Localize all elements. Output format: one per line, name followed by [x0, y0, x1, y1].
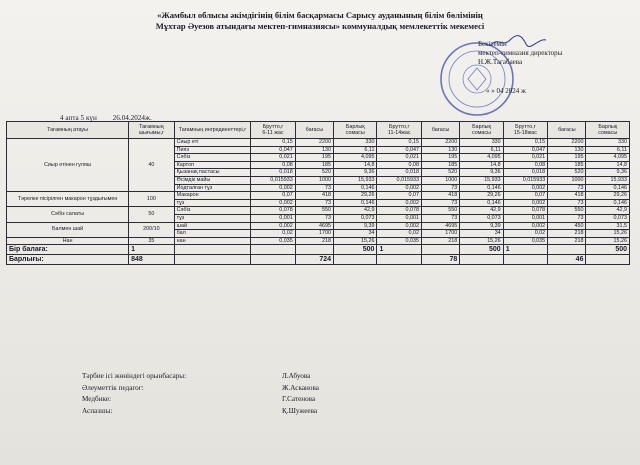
price-value: 2200 — [421, 139, 459, 147]
col-yield: Тағамның шығымы,г — [129, 122, 175, 139]
director-signature — [488, 34, 548, 50]
ingredient-name: тұз — [174, 199, 251, 207]
gross-value: 0,021 — [377, 154, 422, 162]
price-value: 520 — [295, 169, 333, 177]
sum-value: 15,26 — [334, 237, 377, 245]
price-value: 195 — [548, 154, 586, 162]
sum-value: 34 — [460, 230, 503, 238]
ingredient-name: Макарон — [174, 192, 251, 200]
col-total-2: Барлық сомасы — [460, 122, 503, 139]
per-child-count-2: 1 — [377, 245, 422, 255]
gross-value: 0,035 — [251, 237, 296, 245]
price-value: 195 — [421, 154, 459, 162]
price-value: 418 — [421, 192, 459, 200]
price-value: 4695 — [421, 222, 459, 230]
sum-value: 0,146 — [586, 199, 630, 207]
price-value: 195 — [295, 154, 333, 162]
dish-yield: 200/10 — [129, 222, 175, 237]
gross-value: 0,078 — [503, 207, 548, 215]
grand-total-label: Барлығы: — [7, 255, 129, 265]
table-row — [7, 139, 630, 147]
gross-value: 0,02 — [377, 230, 422, 238]
price-value: 185 — [548, 161, 586, 169]
price-value: 73 — [421, 199, 459, 207]
price-value: 73 — [295, 184, 333, 192]
price-value: 130 — [548, 146, 586, 154]
sum-value: 9,39 — [334, 222, 377, 230]
gross-value: 0,02 — [503, 230, 548, 238]
col-gross-3: Брутто,г 15-18жас — [503, 122, 548, 139]
signature-line — [82, 372, 382, 382]
header-line-1: «Жамбыл облысы әкімдігінің білім басқармасы Сарысу ауданының білім бөлімінің — [157, 10, 483, 20]
price-value: 1700 — [421, 230, 459, 238]
signature-role: Медбике: — [82, 395, 112, 403]
price-value: 550 — [548, 207, 586, 215]
dish-yield: 40 — [129, 139, 175, 192]
price-value: 130 — [421, 146, 459, 154]
sum-value: 4,095 — [586, 154, 630, 162]
per-child-sum-1: 500 — [334, 245, 377, 255]
gross-value: 0,02 — [251, 230, 296, 238]
gross-value: 0,002 — [377, 184, 422, 192]
price-value: 2200 — [548, 139, 586, 147]
sum-value: 9,36 — [586, 169, 630, 177]
price-value: 218 — [295, 237, 333, 245]
grand-total-c1: 724 — [295, 255, 333, 265]
col-ingredients: Тағамның ингредиенттері,г — [174, 122, 251, 139]
sum-value: 0,146 — [586, 184, 630, 192]
gross-value: 0,001 — [251, 214, 296, 222]
ingredient-name: тұз — [174, 214, 251, 222]
gross-value: 0,015933 — [377, 176, 422, 184]
gross-value: 0,001 — [377, 214, 422, 222]
sum-value: 0,146 — [334, 199, 377, 207]
gross-value: 0,035 — [503, 237, 548, 245]
price-value: 130 — [295, 146, 333, 154]
ingredient-name: Сәбіз — [174, 154, 251, 162]
gross-value: 0,047 — [377, 146, 422, 154]
sum-value: 14,8 — [586, 161, 630, 169]
price-value: 1000 — [548, 176, 586, 184]
signature-line — [82, 395, 382, 405]
gross-value: 0,002 — [503, 184, 548, 192]
sum-value: 6,11 — [460, 146, 503, 154]
gross-value: 0,08 — [377, 161, 422, 169]
grand-total-c2: 78 — [421, 255, 459, 265]
header-line-2: Мұхтар Әуезов атындағы мектеп-гимназиясы» коммуналдық мемлекеттік мекемесі — [155, 21, 485, 31]
menu-date: 26.04.2024ж. — [112, 114, 152, 122]
col-price-1: бағасы — [295, 122, 333, 139]
price-value: 2200 — [295, 139, 333, 147]
sum-value: 9,36 — [334, 169, 377, 177]
signature-line — [82, 384, 382, 394]
gross-value: 0,035 — [377, 237, 422, 245]
ingredient-name: Қызанақ пастасы — [174, 169, 251, 177]
gross-value: 0,002 — [503, 222, 548, 230]
signature-name: Г.Сатенова — [282, 395, 316, 403]
sum-value: 14,8 — [460, 161, 503, 169]
sum-value: 14,8 — [334, 161, 377, 169]
sum-value: 42,9 — [586, 207, 630, 215]
sum-value: 0,146 — [334, 184, 377, 192]
price-value: 73 — [295, 214, 333, 222]
price-value: 1000 — [421, 176, 459, 184]
price-value: 1700 — [295, 230, 333, 238]
gross-value: 0,015933 — [503, 176, 548, 184]
gross-value: 0,078 — [377, 207, 422, 215]
dish-name: Сиыр етінен гуляш — [7, 139, 129, 192]
gross-value: 0,08 — [251, 161, 296, 169]
gross-value: 0,078 — [251, 207, 296, 215]
dish-yield: 100 — [129, 192, 175, 207]
price-value: 218 — [421, 237, 459, 245]
gross-value: 0,15 — [251, 139, 296, 147]
gross-value: 0,002 — [377, 199, 422, 207]
dish-name: Балмен шай — [7, 222, 129, 237]
sum-value: 0,073 — [334, 214, 377, 222]
dish-name: Нан — [7, 237, 129, 245]
price-value: 73 — [421, 184, 459, 192]
price-value: 1000 — [295, 176, 333, 184]
gross-value: 0,002 — [377, 222, 422, 230]
price-value: 218 — [548, 237, 586, 245]
gross-value: 0,047 — [503, 146, 548, 154]
price-value: 520 — [421, 169, 459, 177]
sum-value: 29,26 — [460, 192, 503, 200]
gross-value: 0,002 — [251, 184, 296, 192]
price-value: 73 — [548, 184, 586, 192]
ingredient-name: Сиыр еті — [174, 139, 251, 147]
sum-value: 330 — [586, 139, 630, 147]
table-row — [7, 237, 630, 245]
signature-name: Ж.Асканова — [282, 383, 319, 392]
table-header-row — [7, 122, 630, 139]
sum-value: 15,26 — [586, 230, 630, 238]
col-total-1: Барлық сомасы — [334, 122, 377, 139]
signature-name: Қ.Шужеева — [282, 406, 318, 415]
approval-title: Бекітемін — [478, 40, 507, 48]
approval-date: « » 04 2024 ж — [486, 87, 526, 95]
sum-value: 31,5 — [586, 222, 630, 230]
per-child-count-3: 1 — [503, 245, 548, 255]
sum-value: 15,26 — [460, 237, 503, 245]
sum-value: 15,933 — [460, 176, 503, 184]
sum-value: 4,095 — [334, 154, 377, 162]
sum-value: 0,073 — [460, 214, 503, 222]
col-dish: Тағамның атауы — [7, 122, 129, 139]
table-row — [7, 207, 630, 215]
gross-value: 0,07 — [503, 192, 548, 200]
gross-value: 0,15 — [377, 139, 422, 147]
price-value: 418 — [548, 192, 586, 200]
signature-line — [82, 407, 382, 417]
gross-value: 0,07 — [377, 192, 422, 200]
price-value: 520 — [548, 169, 586, 177]
sum-value: 6,11 — [586, 146, 630, 154]
sum-value: 15,933 — [586, 176, 630, 184]
table-row — [7, 192, 630, 200]
sum-value: 9,39 — [460, 222, 503, 230]
ingredient-name: Картоп — [174, 161, 251, 169]
gross-value: 0,002 — [251, 222, 296, 230]
signature-role: Тәрбие ісі жөніндегі орынбасары: — [82, 372, 187, 380]
ingredient-name: шай — [174, 222, 251, 230]
dish-name: Тәрелке пісірілген макарон тұздығымен — [7, 192, 129, 207]
col-total-3: Барлық сомасы — [586, 122, 630, 139]
price-value: 185 — [421, 161, 459, 169]
approval-director: Н.Ж.Тагабаева — [478, 58, 523, 66]
sum-value: 15,26 — [586, 237, 630, 245]
gross-value: 0,07 — [251, 192, 296, 200]
sum-value: 4,095 — [460, 154, 503, 162]
gross-value: 0,021 — [503, 154, 548, 162]
col-price-2: бағасы — [421, 122, 459, 139]
ingredient-name: бал — [174, 230, 251, 238]
signature-role: Аспазшы: — [82, 406, 113, 415]
week-day: 4 апта 5 күн — [60, 114, 97, 122]
per-child-count: 1 — [129, 245, 175, 255]
signature-name: Л.Абуова — [282, 372, 311, 380]
table-body — [7, 139, 630, 245]
price-value: 73 — [548, 199, 586, 207]
grand-total-row — [7, 255, 630, 265]
price-value: 73 — [421, 214, 459, 222]
ingredient-name: Пияз — [174, 146, 251, 154]
gross-value: 0,002 — [251, 199, 296, 207]
gross-value: 0,047 — [251, 146, 296, 154]
gross-value: 0,018 — [251, 169, 296, 177]
gross-value: 0,15 — [503, 139, 548, 147]
sum-value: 15,933 — [334, 176, 377, 184]
per-child-sum-2: 500 — [460, 245, 503, 255]
sum-value: 34 — [334, 230, 377, 238]
gross-value: 0,015933 — [251, 176, 296, 184]
price-value: 185 — [295, 161, 333, 169]
approval-position: мектеп-гимназия директоры — [478, 49, 563, 57]
price-value: 418 — [295, 192, 333, 200]
sum-value: 6,11 — [334, 146, 377, 154]
dish-yield: 50 — [129, 207, 175, 222]
price-value: 450 — [548, 222, 586, 230]
sum-value: 330 — [460, 139, 503, 147]
price-value: 73 — [548, 214, 586, 222]
signature-role: Әлеуметтік педагог: — [82, 383, 144, 392]
ingredient-name: Сәбіз — [174, 207, 251, 215]
per-child-sum-3: 500 — [586, 245, 630, 255]
ingredient-name: нан — [174, 237, 251, 245]
sum-value: 0,146 — [460, 184, 503, 192]
gross-value: 0,08 — [503, 161, 548, 169]
sum-value: 0,073 — [586, 214, 630, 222]
col-price-3: бағасы — [548, 122, 586, 139]
menu-table — [6, 121, 630, 265]
gross-value: 0,021 — [251, 154, 296, 162]
gross-value: 0,018 — [377, 169, 422, 177]
price-value: 550 — [295, 207, 333, 215]
col-gross-1: Брутто,г 6-11 жас — [251, 122, 296, 139]
sum-value: 9,36 — [460, 169, 503, 177]
price-value: 73 — [295, 199, 333, 207]
dish-yield: 35 — [129, 237, 175, 245]
table-row — [7, 222, 630, 230]
gross-value: 0,002 — [503, 199, 548, 207]
price-value: 4695 — [295, 222, 333, 230]
ingredient-name: Өсімдік майы — [174, 176, 251, 184]
gross-value: 0,018 — [503, 169, 548, 177]
sum-value: 42,9 — [460, 207, 503, 215]
dish-name: Сәбіз салаты — [7, 207, 129, 222]
price-value: 218 — [548, 230, 586, 238]
per-child-label: Бір балаға: — [7, 245, 129, 255]
ingredient-name: Йодталған тұз — [174, 184, 251, 192]
per-child-row — [7, 245, 630, 255]
sum-value: 330 — [334, 139, 377, 147]
sum-value: 42,9 — [334, 207, 377, 215]
grand-total-children: 848 — [129, 255, 175, 265]
sum-value: 29,26 — [586, 192, 630, 200]
price-value: 550 — [421, 207, 459, 215]
col-gross-2: Брутто,г 11-14жас — [377, 122, 422, 139]
gross-value: 0,001 — [503, 214, 548, 222]
sum-value: 0,146 — [460, 199, 503, 207]
grand-total-c3: 46 — [548, 255, 586, 265]
sum-value: 29,26 — [334, 192, 377, 200]
